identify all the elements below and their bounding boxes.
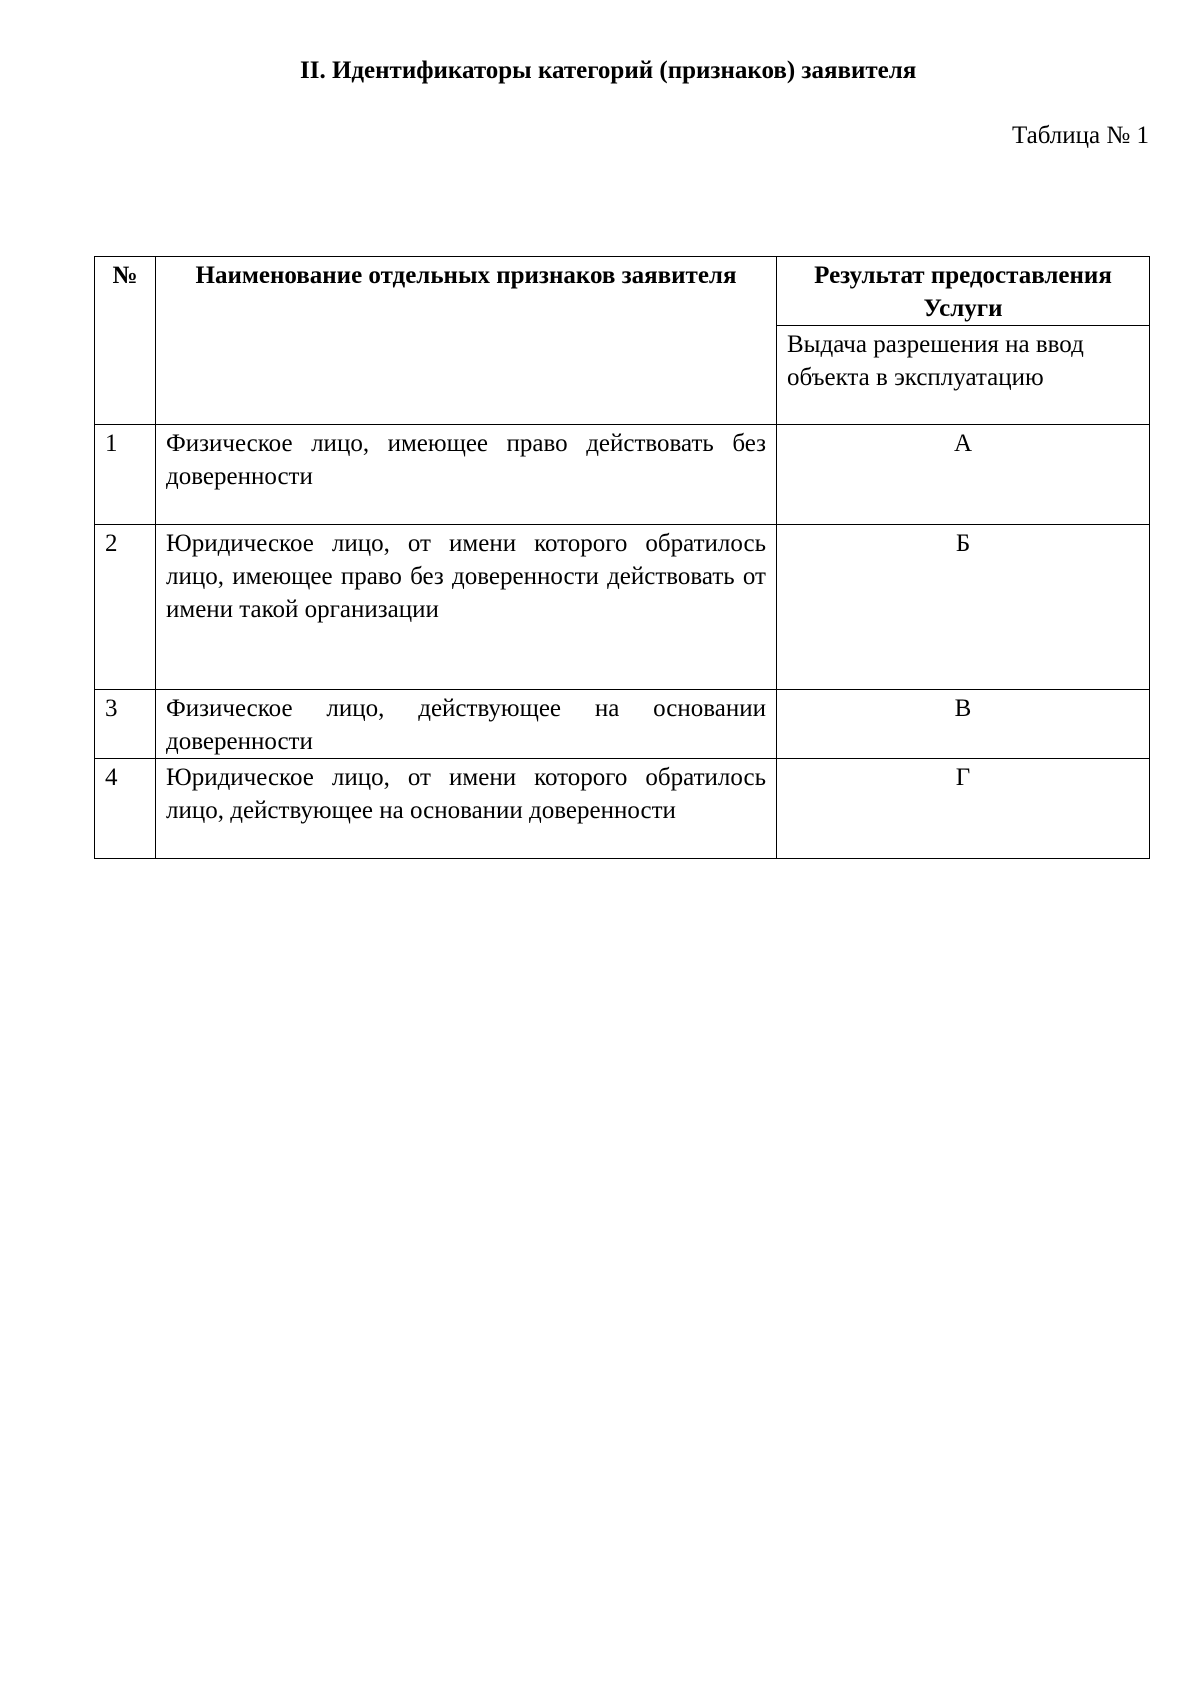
table-row: [95, 425, 1150, 525]
row-number: 3: [95, 690, 156, 759]
row-name: Физическое лицо, действующее на основании доверенности: [156, 690, 777, 759]
row-number: 2: [95, 525, 156, 690]
header-result-subtitle: Выдача разрешения на ввод объекта в эксплуатацию: [777, 326, 1150, 425]
applicant-categories-table: [94, 256, 1150, 859]
row-name: Юридическое лицо, от имени которого обратилось лицо, действующее на основании доверенности: [156, 759, 777, 859]
table-number-label: Таблица № 1: [1011, 122, 1149, 149]
header-number: №: [95, 257, 156, 425]
row-code: Г: [777, 759, 1150, 859]
header-result: Результат предоставления Услуги: [777, 257, 1150, 326]
row-code: А: [777, 425, 1150, 525]
row-name: Юридическое лицо, от имени которого обратилось лицо, имеющее право без доверенности действовать от имени такой организации: [156, 525, 777, 690]
header-name: Наименование отдельных признаков заявителя: [156, 257, 777, 425]
table-header-row: [95, 257, 1150, 326]
row-code: Б: [777, 525, 1150, 690]
table-row: [95, 690, 1150, 759]
row-name: Физическое лицо, имеющее право действовать без доверенности: [156, 425, 777, 525]
table-row: [95, 759, 1150, 859]
row-code: В: [777, 690, 1150, 759]
page-title: II. Идентификаторы категорий (признаков) заявителя: [300, 57, 917, 84]
row-number: 4: [95, 759, 156, 859]
table-row: [95, 525, 1150, 690]
row-number: 1: [95, 425, 156, 525]
